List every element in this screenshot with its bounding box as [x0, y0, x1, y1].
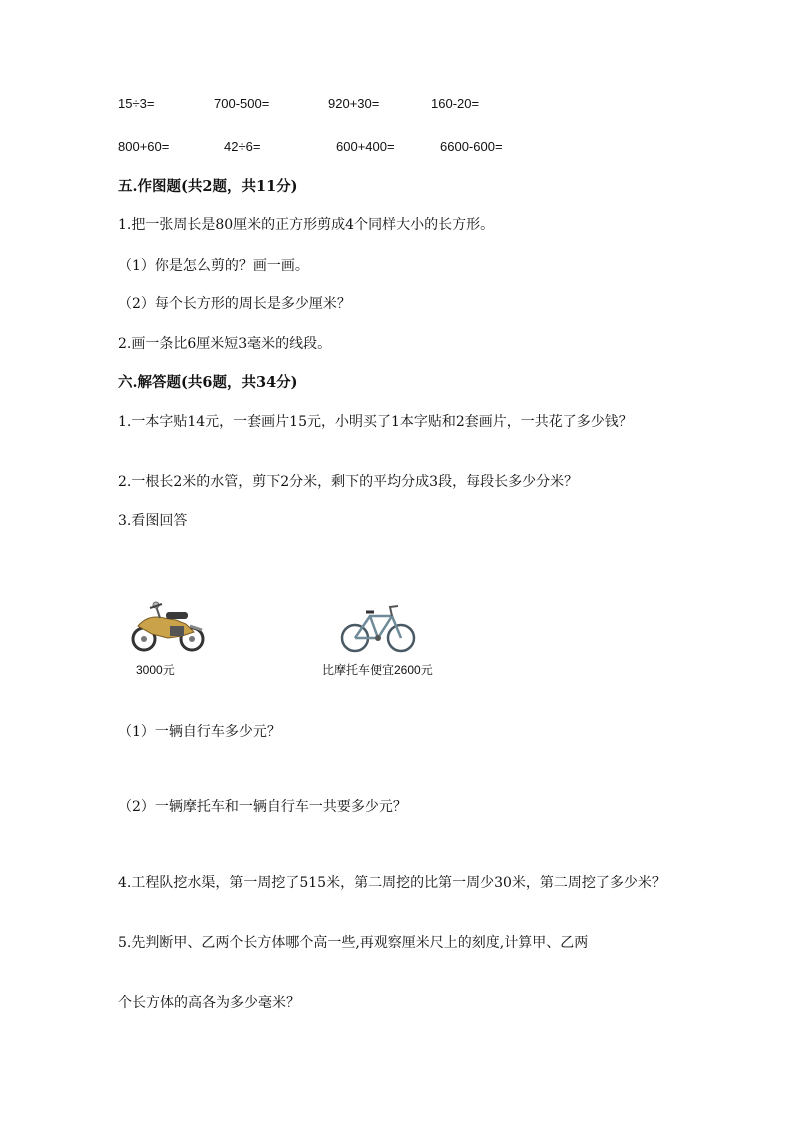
motorcycle-icon — [130, 596, 208, 654]
bicycle-price-label: 比摩托车便宜2600元 — [322, 663, 433, 677]
s6-question-3: 3.看图回答 — [118, 513, 188, 529]
calc-item: 600+400= — [336, 139, 395, 154]
section-5-heading: 五.作图题(共2题，共11分) — [118, 178, 298, 195]
s6-question-4: 4.工程队挖水渠，第一周挖了515米，第二周挖的比第一周少30米，第二周挖了多少米？ — [118, 875, 666, 891]
calc-item: 800+60= — [118, 139, 170, 154]
s5-question-2: 2.画一条比6厘米短3毫米的线段。 — [118, 336, 332, 352]
calc-item: 700-500= — [214, 96, 270, 111]
calc-item: 15÷3= — [118, 96, 155, 111]
s6-question-3-part-2: （2）一辆摩托车和一辆自行车一共要多少元？ — [118, 799, 407, 815]
s5-question-1: 1.把一张周长是80厘米的正方形剪成4个同样大小的长方形。 — [118, 217, 495, 233]
calc-item: 42÷6= — [224, 139, 261, 154]
s6-question-3-part-1: （1）一辆自行车多少元？ — [118, 724, 281, 740]
s6-question-5-line-1: 5.先判断甲、乙两个长方体哪个高一些,再观察厘米尺上的刻度,计算甲、乙两 — [118, 935, 589, 951]
s6-question-2: 2.一根长2米的水管，剪下2分米，剩下的平均分成3段，每段长多少分米？ — [118, 474, 579, 490]
calc-item: 920+30= — [328, 96, 380, 111]
bicycle-icon — [340, 602, 416, 654]
s5-question-1-part-2: （2）每个长方形的周长是多少厘米？ — [118, 296, 351, 312]
s6-question-1: 1.一本字贴14元，一套画片15元，小明买了1本字贴和2套画片，一共花了多少钱？ — [118, 414, 633, 430]
motorcycle-price-label: 3000元 — [136, 663, 175, 677]
calc-item: 6600-600= — [440, 139, 503, 154]
calc-item: 160-20= — [431, 96, 480, 111]
s5-question-1-part-1: （1）你是怎么剪的？画一画。 — [118, 258, 309, 274]
section-6-heading: 六.解答题(共6题，共34分) — [118, 374, 298, 391]
s6-question-5-line-2: 个长方体的高各为多少毫米？ — [118, 995, 300, 1011]
